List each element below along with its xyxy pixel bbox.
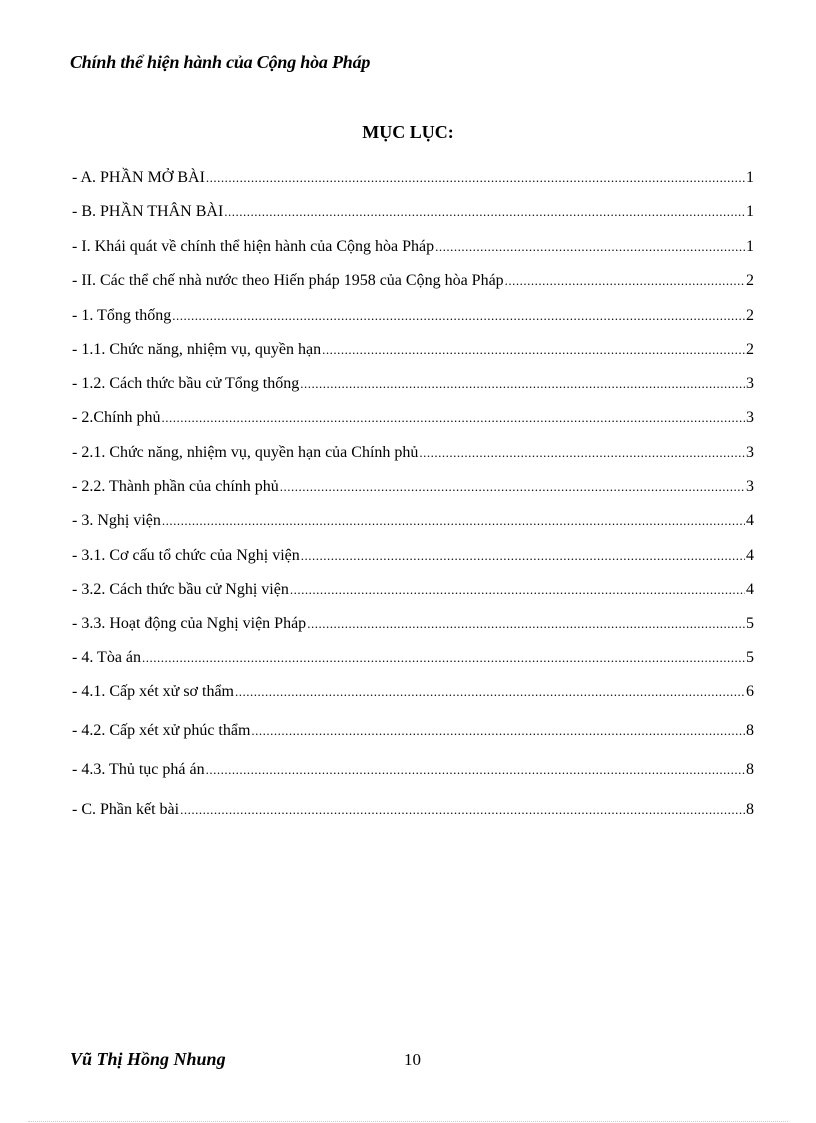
toc-entry-page: 2 xyxy=(746,307,754,324)
toc-entry-3-1[interactable] xyxy=(72,543,754,569)
toc-entry-3-2[interactable] xyxy=(72,577,754,603)
running-header: Chính thể hiện hành của Cộng hòa Pháp xyxy=(70,52,371,72)
dot-leader xyxy=(251,718,745,744)
page-bottom-rule xyxy=(28,1121,788,1122)
toc-entry-3-nghi-vien[interactable] xyxy=(72,508,754,534)
toc-entry-page: 3 xyxy=(746,444,754,461)
toc-entry-label: - 2.1. Chức năng, nhiệm vụ, quyền hạn của Chính phủ xyxy=(72,444,419,461)
toc-entry-4-2[interactable] xyxy=(72,718,754,744)
toc-entry-label: - 2.Chính phủ xyxy=(72,409,161,426)
toc-entry-2-1[interactable] xyxy=(72,440,754,466)
toc-entry-page: 8 xyxy=(746,801,754,818)
toc-entry-page: 1 xyxy=(746,203,754,220)
toc-entry-4-toa-an[interactable] xyxy=(72,645,754,671)
toc-entry-c-ket-bai[interactable] xyxy=(72,797,754,823)
toc-entry-ii-the-che[interactable] xyxy=(72,268,754,294)
toc-entry-page: 2 xyxy=(746,341,754,358)
toc-entry-page: 1 xyxy=(746,238,754,255)
toc-entry-label: - 2.2. Thành phần của chính phủ xyxy=(72,478,279,495)
toc-entry-page: 4 xyxy=(746,547,754,564)
toc-entry-page: 3 xyxy=(746,409,754,426)
toc-entry-4-3[interactable] xyxy=(72,757,754,783)
toc-entry-label: - 1.1. Chức năng, nhiệm vụ, quyền hạn xyxy=(72,341,322,358)
toc-entry-label: - 4.2. Cấp xét xử phúc thẩm xyxy=(72,722,251,739)
toc-entry-label: - 1. Tổng thống xyxy=(72,307,172,324)
toc-entry-label: - II. Các thể chế nhà nước theo Hiến pháp 1958 của Cộng hòa Pháp xyxy=(72,272,504,289)
toc-entry-3-3[interactable] xyxy=(72,611,754,637)
toc-entry-label: - 1.2. Cách thức bầu cử Tổng thống xyxy=(72,375,300,392)
toc-entry-1-2[interactable] xyxy=(72,371,754,397)
toc-entry-page: 3 xyxy=(746,375,754,392)
toc-title: MỤC LỤC: xyxy=(362,122,454,142)
toc-entry-label: - C. Phần kết bài xyxy=(72,801,180,818)
toc-entry-label: - 3.3. Hoạt động của Nghị viện Pháp xyxy=(72,615,307,632)
toc-entry-label: - 4.1. Cấp xét xử sơ thẩm xyxy=(72,683,234,700)
toc-entry-label: - B. PHẦN THÂN BÀI xyxy=(72,203,224,220)
toc-entry-page: 8 xyxy=(746,722,754,739)
dot-leader xyxy=(419,440,745,466)
dot-leader xyxy=(300,371,745,397)
toc-entry-a-mo-bai[interactable] xyxy=(72,165,754,191)
dot-leader xyxy=(162,508,745,534)
dot-leader xyxy=(307,611,745,637)
toc-entry-4-1[interactable] xyxy=(72,679,754,705)
toc-entry-page: 4 xyxy=(746,512,754,529)
dot-leader xyxy=(161,405,745,431)
toc-entry-page: 6 xyxy=(746,683,754,700)
dot-leader xyxy=(206,757,745,783)
dot-leader xyxy=(206,165,745,191)
toc-entry-page: 5 xyxy=(746,649,754,666)
footer-page-number: 10 xyxy=(404,1050,421,1069)
toc-entry-label: - 3.1. Cơ cấu tổ chức của Nghị viện xyxy=(72,547,300,564)
toc-entry-2-chinh-phu[interactable] xyxy=(72,405,754,431)
toc-entry-page: 8 xyxy=(746,761,754,778)
toc-entry-label: - A. PHẦN MỞ BÀI xyxy=(72,169,205,186)
toc-entry-page: 2 xyxy=(746,272,754,289)
footer-author: Vũ Thị Hồng Nhung xyxy=(70,1049,226,1069)
toc-entry-1-tong-thong[interactable] xyxy=(72,303,754,329)
toc-entry-page: 3 xyxy=(746,478,754,495)
toc-entry-i-khai-quat[interactable] xyxy=(72,234,754,260)
dot-leader xyxy=(505,268,745,294)
toc-entry-label: - I. Khái quát về chính thể hiện hành của Cộng hòa Pháp xyxy=(72,238,435,255)
toc-entry-label: - 4. Tòa án xyxy=(72,649,142,666)
dot-leader xyxy=(142,645,745,671)
toc-entry-page: 1 xyxy=(746,169,754,186)
dot-leader xyxy=(290,577,745,603)
dot-leader xyxy=(280,474,745,500)
dot-leader xyxy=(224,199,745,225)
toc-entry-1-1[interactable] xyxy=(72,337,754,363)
dot-leader xyxy=(172,303,745,329)
toc-entry-label: - 3. Nghị viện xyxy=(72,512,161,529)
toc-entry-b-than-bai[interactable] xyxy=(72,199,754,225)
toc-entry-label: - 3.2. Cách thức bầu cử Nghị viện xyxy=(72,581,289,598)
dot-leader xyxy=(180,797,745,823)
dot-leader xyxy=(235,679,745,705)
dot-leader xyxy=(435,234,745,260)
dot-leader xyxy=(301,543,745,569)
dot-leader xyxy=(322,337,745,363)
toc-entry-page: 5 xyxy=(746,615,754,632)
toc-entry-page: 4 xyxy=(746,581,754,598)
toc-entry-label: - 4.3. Thủ tục phá án xyxy=(72,761,205,778)
toc-entry-2-2[interactable] xyxy=(72,474,754,500)
